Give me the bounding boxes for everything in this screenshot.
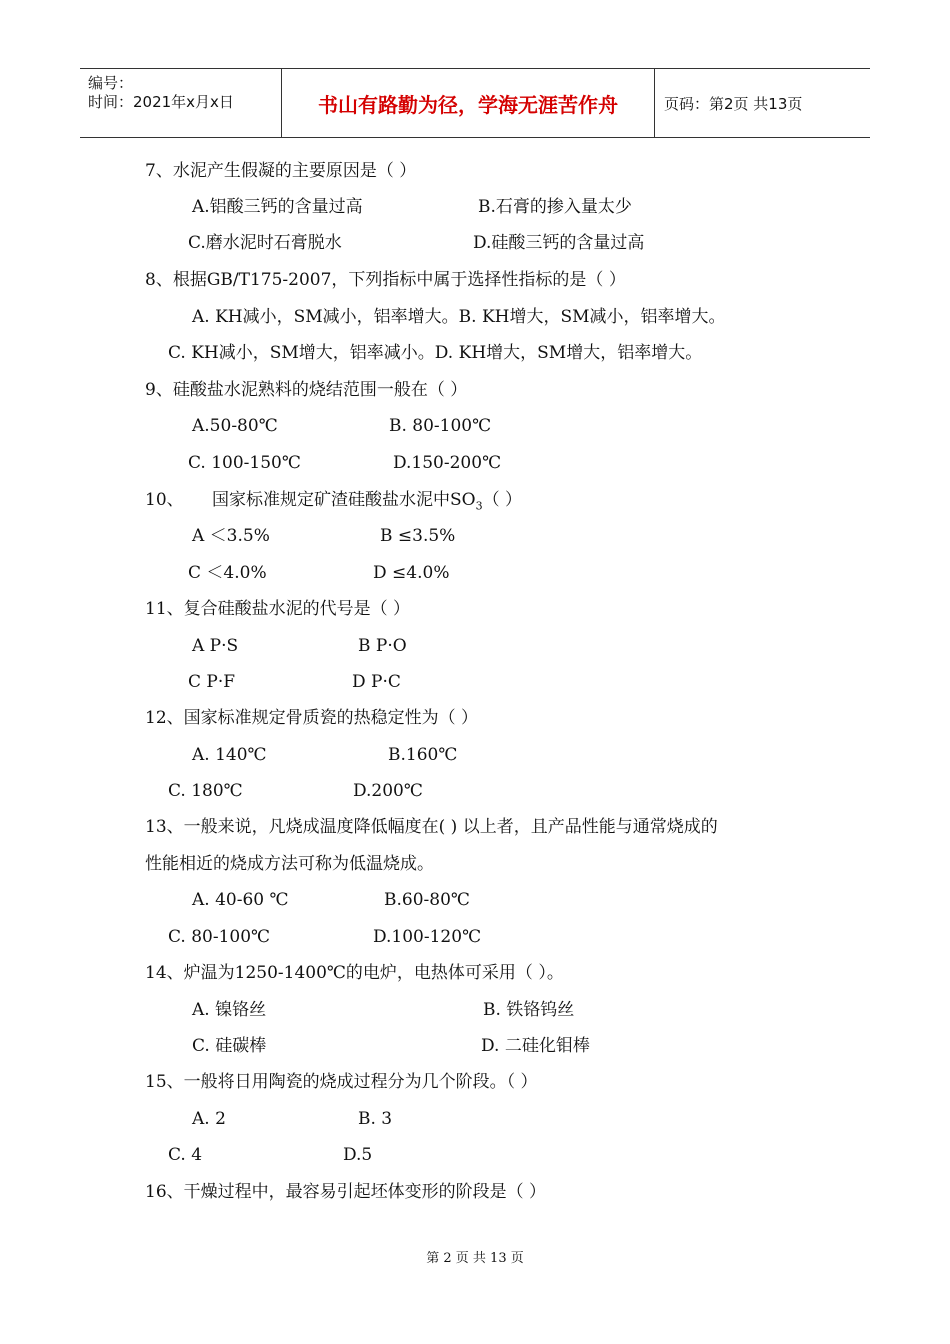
question-11-stem: 11、复合硅酸盐水泥的代号是（ ） <box>145 599 411 619</box>
question-8-options-ab: A. KH减小，SM减小，铝率增大。B. KH增大，SM减小，铝率增大。 <box>192 307 726 327</box>
question-12-option-c: C. 180℃ <box>168 781 243 801</box>
question-14-option-c: C. 硅碳棒 <box>192 1036 267 1056</box>
question-7-option-c: C.磨水泥时石膏脱水 <box>188 233 342 253</box>
question-10-number: 10、 <box>145 490 184 510</box>
question-7-option-a: A.铝酸三钙的含量过高 <box>192 197 363 217</box>
question-12-stem: 12、国家标准规定骨质瓷的热稳定性为（ ） <box>145 708 479 728</box>
question-16-stem: 16、干燥过程中，最容易引起坯体变形的阶段是（ ） <box>145 1182 547 1202</box>
question-14-option-d: D. 二硅化钼棒 <box>481 1036 590 1056</box>
question-14-option-a: A. 镍铬丝 <box>192 1000 267 1020</box>
question-10-option-c: C ＜4.0% <box>188 563 267 583</box>
question-9-stem: 9、硅酸盐水泥熟料的烧结范围一般在（ ） <box>145 380 468 400</box>
question-15-option-c: C. 4 <box>168 1145 203 1165</box>
question-14-option-b: B. 铁铬钨丝 <box>483 1000 575 1020</box>
question-11-option-c: C P·F <box>188 672 236 692</box>
question-14-stem: 14、炉温为1250-1400℃的电炉，电热体可采用（ ）。 <box>145 963 564 983</box>
question-13-stem: 13、一般来说，凡烧成温度降低幅度在( ) 以上者，且产品性能与通常烧成的 <box>145 817 718 837</box>
question-15-option-a: A. 2 <box>192 1109 226 1129</box>
question-7-option-d: D.硅酸三钙的含量过高 <box>473 233 645 253</box>
question-10-option-d: D ≤4.0% <box>373 563 450 583</box>
question-10-stem <box>212 490 522 516</box>
page-header <box>80 68 870 138</box>
header-info-cell <box>80 69 281 137</box>
question-9-option-b: B. 80-100℃ <box>389 416 492 436</box>
question-10-option-a: A ＜3.5% <box>192 526 270 546</box>
question-11-option-d: D P·C <box>352 672 401 692</box>
question-7-stem: 7、水泥产生假凝的主要原因是（ ） <box>145 161 417 181</box>
question-13-option-a: A. 40-60 ℃ <box>192 890 289 910</box>
question-8-options-cd: C. KH减小，SM增大，铝率减小。D. KH增大，SM增大，铝率增大。 <box>168 343 703 363</box>
question-11-option-a: A P·S <box>192 636 239 656</box>
question-10-blank: （ ） <box>482 490 522 510</box>
question-9-option-a: A.50-80℃ <box>192 416 278 436</box>
question-15-option-b: B. 3 <box>358 1109 393 1129</box>
question-10-option-b: B ≤3.5% <box>380 526 456 546</box>
question-12-option-d: D.200℃ <box>353 781 423 801</box>
question-13-option-b: B.60-80℃ <box>384 890 470 910</box>
question-7-option-b: B.石膏的掺入量太少 <box>478 197 632 217</box>
question-13-option-c: C. 80-100℃ <box>168 927 271 947</box>
question-15-stem: 15、一般将日用陶瓷的烧成过程分为几个阶段。（ ） <box>145 1072 538 1092</box>
serial-number-label: 编号： <box>88 74 134 92</box>
question-11-option-b: B P·O <box>358 636 407 656</box>
header-page-info: 页码：第2页 共13页 <box>664 94 803 113</box>
question-12-option-b: B.160℃ <box>388 745 458 765</box>
question-13-stem-continued: 性能相近的烧成方法可称为低温烧成。 <box>145 854 434 874</box>
header-motto: 书山有路勤为径，学海无涯苦作舟 <box>281 69 655 137</box>
question-10-subscript: 3 <box>475 499 483 513</box>
question-8-stem: 8、根据GB/T175-2007，下列指标中属于选择性指标的是（ ） <box>145 270 626 290</box>
question-9-option-c: C. 100-150℃ <box>188 453 301 473</box>
question-12-option-a: A. 140℃ <box>192 745 267 765</box>
question-9-option-d: D.150-200℃ <box>393 453 502 473</box>
page-footer: 第 2 页 共 13 页 <box>426 1251 524 1266</box>
question-10-stem-text: 国家标准规定矿渣硅酸盐水泥中SO <box>212 490 476 510</box>
date-label: 时间：2021年x月x日 <box>88 93 234 111</box>
question-15-option-d: D.5 <box>343 1145 373 1165</box>
question-13-option-d: D.100-120℃ <box>373 927 482 947</box>
